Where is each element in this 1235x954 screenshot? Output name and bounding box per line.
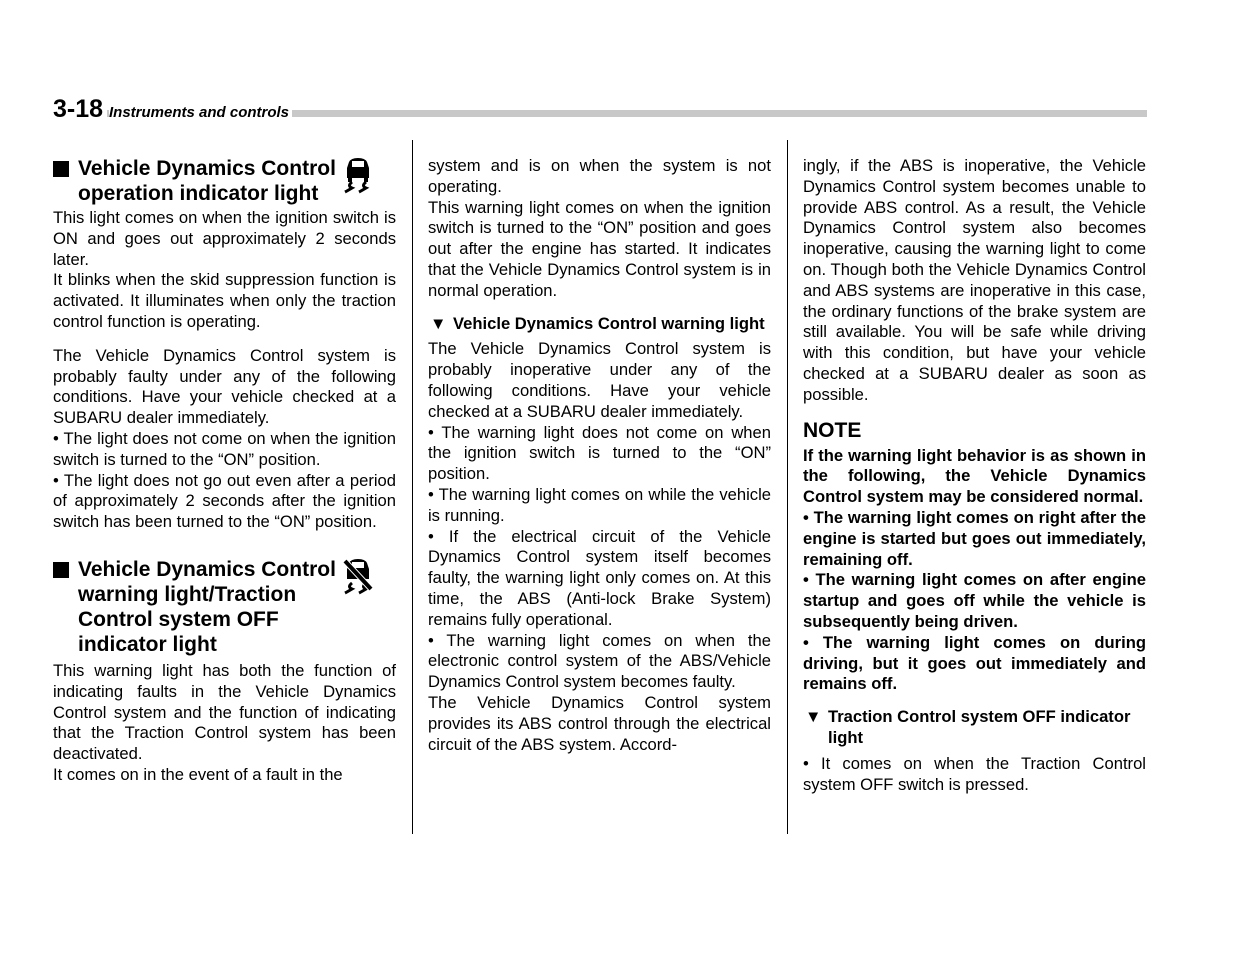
column-divider: [787, 140, 788, 834]
subheading-text: Traction Control system OFF indicator light: [828, 707, 1131, 747]
page-number: 3-18: [53, 94, 107, 124]
bullet-item: • If the electrical circuit of the Vehicle Dynamics Control system itself becomes faulty, the warning light only comes on. At this time, the ABS (Anti-lock Brake System) remains fully operational.: [428, 526, 771, 629]
vdc-indicator-icon: [343, 158, 373, 200]
bullet-item: • The warning light comes on while the vehicle is running.: [428, 484, 771, 525]
heading-text: Vehicle Dynamics Control warning light/Traction Control system OFF indicator light: [78, 557, 336, 656]
column-1: [53, 156, 396, 786]
paragraph: It comes on in the event of a fault in the: [53, 764, 343, 784]
paragraph: This warning light has both the function of indicating faults in the Vehicle Dynamics Control system and the function of indicating that the Traction Control system has been deactivated.: [53, 660, 396, 764]
note-bullet: • The warning light comes on right after the engine is started but goes out immediately, remaining off.: [803, 507, 1146, 569]
paragraph: This light comes on when the ignition switch is ON and goes out approximately 2 seconds later.: [53, 208, 396, 269]
note-bullet: • The warning light comes on after engine startup and goes off while the vehicle is subsequently being driven.: [803, 570, 1146, 631]
vdc-warning-icon: [343, 559, 373, 601]
paragraph: system and is on when the system is not operating.: [428, 156, 771, 196]
note-text: If the warning light behavior is as shown in the following, the Vehicle Dynamics Control system may be considered normal.: [803, 445, 1146, 507]
column-divider: [412, 140, 413, 834]
bullet-item: • The warning light does not come on when the ignition switch is turned to the “ON” position.: [428, 422, 771, 484]
bullet-item: • It comes on when the Traction Control system OFF switch is pressed.: [803, 753, 1146, 794]
column-3: [803, 156, 1146, 795]
paragraph: The Vehicle Dynamics Control system provides its ABS control through the electrical circuit of the ABS system. Accord-: [428, 692, 771, 754]
bullet-item: • The light does not come on when the ignition switch is turned to the “ON” position.: [53, 428, 396, 469]
paragraph: It blinks when the skid suppression function is activated. It illuminates when only the traction control function is operating.: [53, 270, 396, 331]
square-bullet-icon: [53, 161, 69, 177]
bullet-item: • The light does not go out even after a period of approximately 2 seconds after the ignition switch has been turned to the “ON” position.: [53, 470, 396, 532]
note-bullet: • The warning light comes on during driving, but it goes out immediately and remains off.: [803, 632, 1146, 694]
subheading-text: Vehicle Dynamics Control warning light: [453, 313, 765, 333]
triangle-marker-icon: ▼: [430, 313, 447, 333]
paragraph: ingly, if the ABS is inoperative, the Vehicle Dynamics Control system becomes unable to provide ABS control. As a result, the Vehicle Dynamics Control system also becomes inoperative, causing the warning light to come on. Though both the Vehicle Dynamics Control and ABS systems are inoperative in this case, the ordinary functions of the brake system are still available. You will be safe while driving with this condition, but have your vehicle checked at a SUBARU dealer as soon as possible.: [803, 156, 1146, 404]
subheading-tc-off-indicator: [803, 707, 1146, 749]
note-heading: NOTE: [803, 418, 862, 442]
bullet-item: • The warning light comes on when the electronic control system of the ABS/Vehicle Dynamics Control system becomes faulty.: [428, 630, 771, 692]
heading-text: Vehicle Dynamics Control operation indicator light: [78, 157, 336, 205]
square-bullet-icon: [53, 562, 69, 578]
heading-vdc-operation-indicator: [53, 156, 340, 206]
subheading-vdc-warning-light: [428, 314, 771, 335]
section-title: Instruments and controls: [109, 104, 292, 122]
heading-vdc-warning-light: [53, 557, 340, 657]
triangle-marker-icon: ▼: [805, 707, 822, 727]
paragraph: This warning light comes on when the ignition switch is turned to the “ON” position and goes out after the engine has started. It indicates that the Vehicle Dynamics Control system is in normal operation.: [428, 197, 771, 300]
paragraph: The Vehicle Dynamics Control system is probably faulty under any of the following conditions. Have your vehicle checked at a SUBARU dealer immediately.: [53, 345, 396, 428]
column-2: [428, 156, 771, 755]
paragraph: The Vehicle Dynamics Control system is probably inoperative under any of the following conditions. Have your vehicle checked at a SUBARU dealer immediately.: [428, 339, 771, 421]
